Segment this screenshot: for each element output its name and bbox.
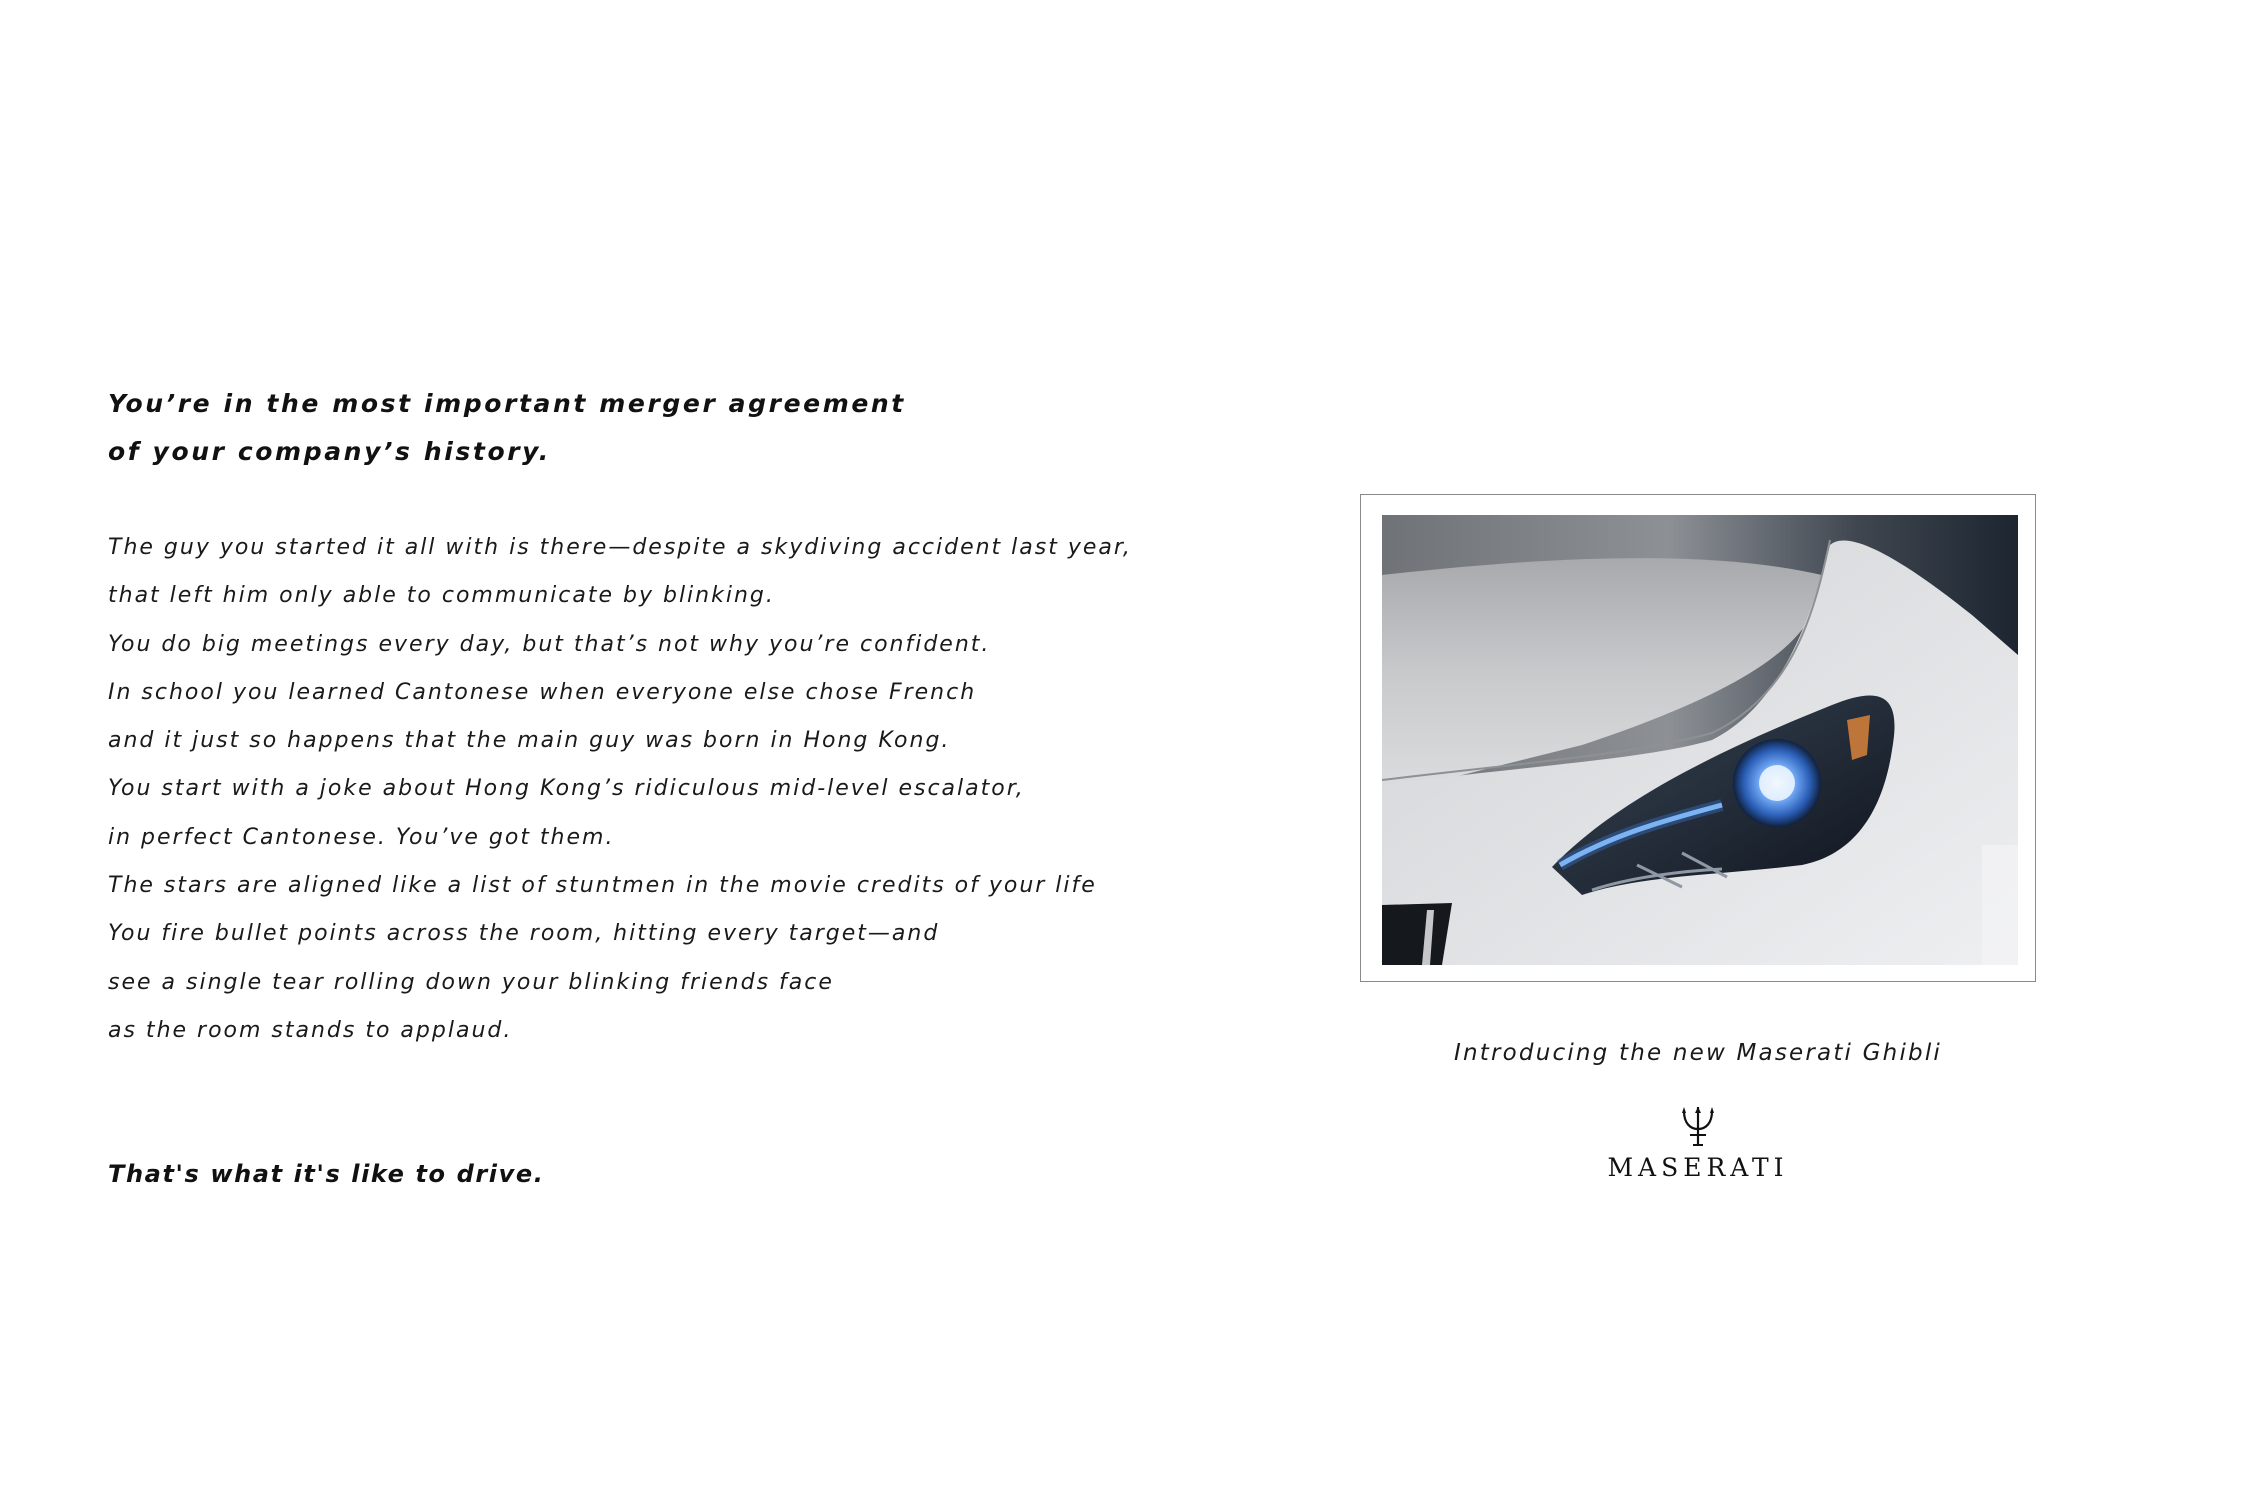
body-line: In school you learned Cantonese when everyone else chose French: [108, 679, 977, 705]
body-line: The guy you started it all with is there—despite a skydiving accident last year,: [108, 535, 1132, 560]
body-line: see a single tear rolling down your blinking friends face: [108, 969, 834, 995]
maserati-logo: [1560, 1105, 1836, 1185]
headlight-photo: [1382, 515, 2018, 965]
headline: [108, 380, 1108, 476]
body-line: in perfect Cantonese. You’ve got them.: [108, 824, 615, 850]
body-line: and it just so happens that the main guy was born in Hong Kong.: [108, 728, 951, 754]
body-line: You do big meetings every day, but that’s not why you’re confident.: [108, 631, 991, 657]
trident-icon: [1680, 1105, 1716, 1147]
ad-copy: [108, 380, 1132, 1055]
body-line: The stars are aligned like a list of stuntmen in the movie credits of your life: [108, 873, 1097, 899]
body-line: that left him only able to communicate by blinking.: [108, 583, 775, 609]
body-line: You fire bullet points across the room, hitting every target—and: [108, 921, 940, 947]
headline-line: of your company’s history.: [108, 437, 551, 466]
body-line: as the room stands to applaud.: [108, 1017, 513, 1043]
brand-wordmark: MASERATI: [1607, 1153, 1789, 1182]
headline-line: You’re in the most important merger agreement: [108, 389, 906, 418]
photo-frame: [1360, 494, 2036, 982]
tagline: That's what it's like to drive.: [108, 1160, 545, 1188]
body-line: You start with a joke about Hong Kong’s ridiculous mid-level escalator,: [108, 776, 1025, 802]
product-caption: Introducing the new Maserati Ghibli: [1453, 1040, 1943, 1066]
body-copy: [108, 524, 1132, 1055]
